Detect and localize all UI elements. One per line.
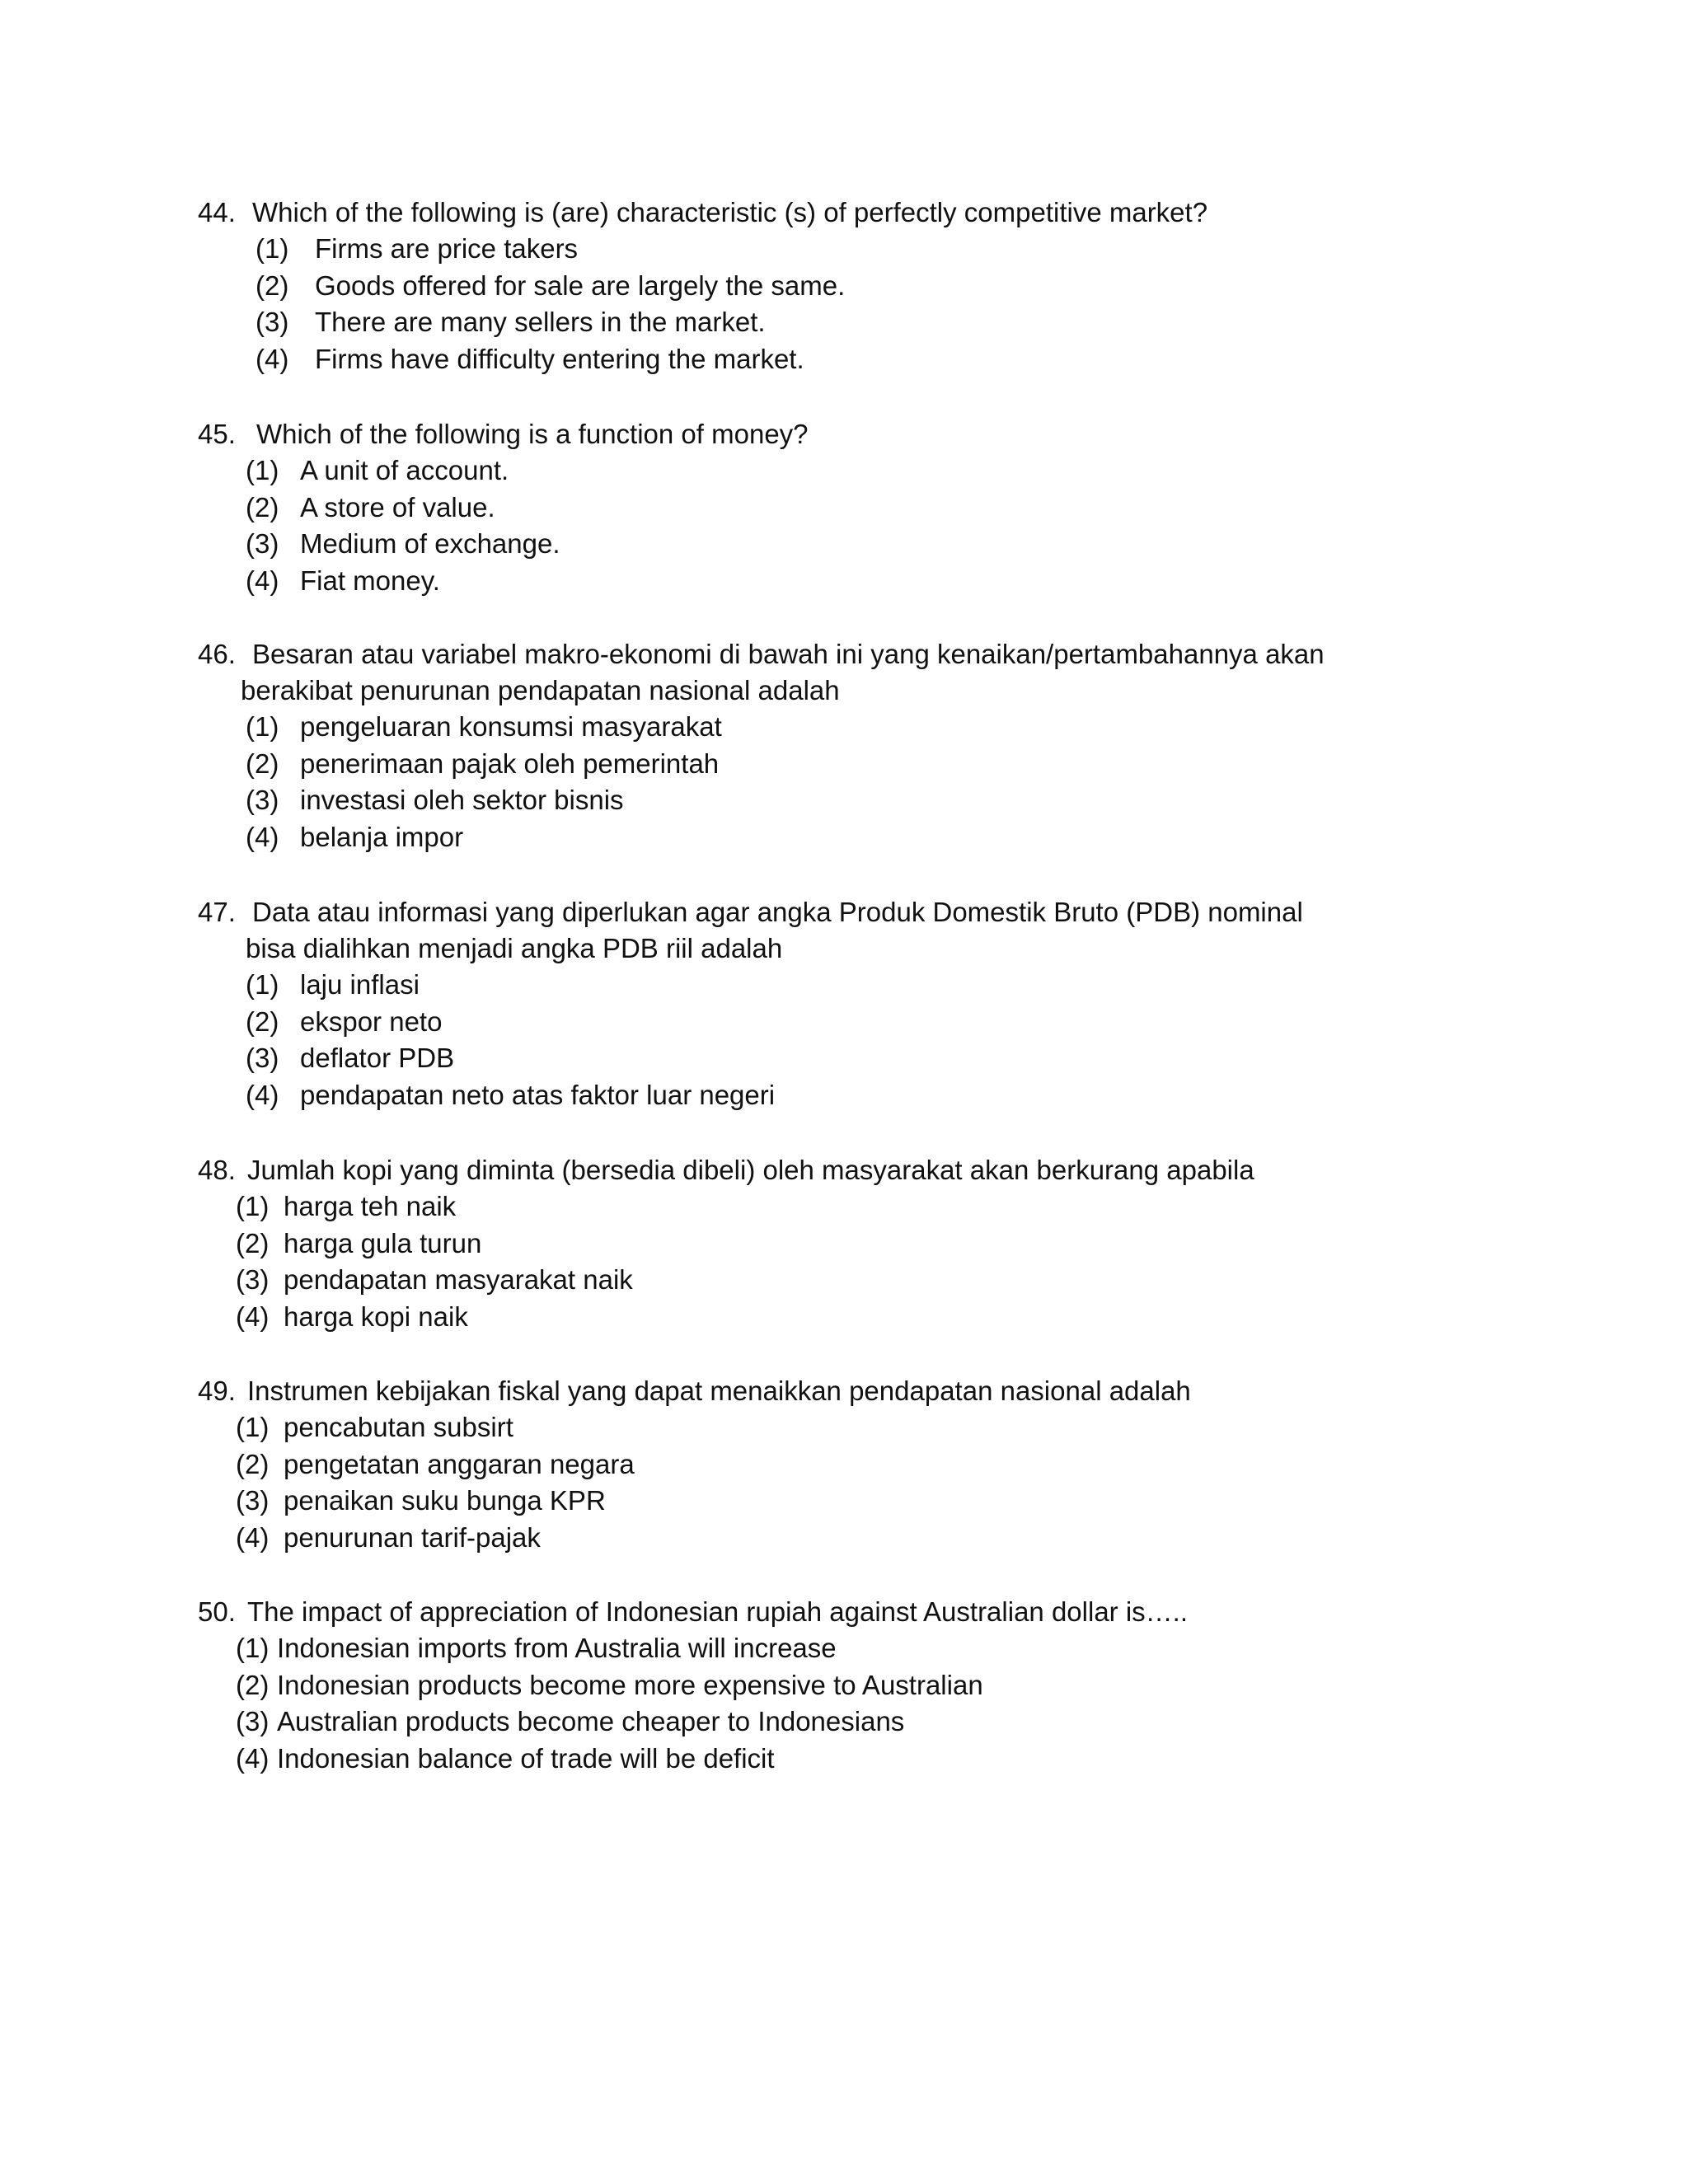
question-stem — [198, 1152, 1484, 1188]
option-4 — [198, 1299, 1484, 1336]
option-text: pengeluaran konsumsi masyarakat — [300, 711, 722, 742]
option-number: (1) — [256, 233, 289, 264]
option-text: Fiat money. — [300, 565, 440, 596]
option-number: (2) — [236, 1448, 270, 1479]
option-number: (3) — [256, 307, 289, 337]
option-4 — [198, 563, 1484, 600]
option-text: penaikan suku bunga KPR — [284, 1485, 606, 1516]
option-text: pendapatan masyarakat naik — [284, 1264, 633, 1295]
question-number: 47. — [198, 897, 236, 927]
option-1 — [198, 709, 1484, 746]
option-text: ekspor neto — [300, 1005, 443, 1037]
question-44 — [198, 194, 1484, 377]
question-text: The impact of appreciation of Indonesian rupiah against Australian dollar is….. — [247, 1596, 1188, 1627]
question-46 — [198, 636, 1484, 855]
question-number: 44. — [198, 197, 236, 227]
option-3 — [198, 526, 1484, 563]
option-number: (3) — [236, 1485, 270, 1516]
option-text: harga gula turun — [284, 1227, 482, 1258]
option-text: deflator PDB — [300, 1043, 455, 1073]
option-2 — [198, 1667, 1484, 1704]
option-text: laju inflasi — [300, 969, 420, 1000]
option-2 — [198, 268, 1484, 305]
option-number: (3) — [236, 1706, 270, 1736]
option-text: Indonesian imports from Australia will increase — [277, 1633, 837, 1663]
question-number: 48. — [198, 1155, 236, 1185]
question-47 — [198, 894, 1484, 1113]
option-3 — [198, 304, 1484, 341]
option-1 — [198, 967, 1484, 1004]
question-49 — [198, 1373, 1484, 1556]
option-2 — [198, 1004, 1484, 1041]
option-1 — [198, 1188, 1484, 1226]
option-1 — [198, 231, 1484, 268]
option-3 — [198, 1262, 1484, 1299]
option-text: pencabutan subsirt — [284, 1412, 513, 1442]
option-4 — [198, 1741, 1484, 1778]
option-4 — [198, 341, 1484, 378]
option-text: pengetatan anggaran negara — [284, 1448, 635, 1479]
option-text: investasi oleh sektor bisnis — [300, 785, 624, 815]
option-number: (4) — [246, 565, 279, 596]
option-number: (1) — [236, 1412, 270, 1442]
option-2 — [198, 1446, 1484, 1483]
option-text: A unit of account. — [300, 455, 509, 485]
option-1 — [198, 1409, 1484, 1446]
question-text-continuation: bisa dialihkan menjadi angka PDB riil adalah — [246, 933, 783, 963]
question-text: Jumlah kopi yang diminta (bersedia dibeli) oleh masyarakat akan berkurang apabila — [247, 1155, 1254, 1185]
question-stem — [198, 194, 1484, 231]
option-number: (2) — [246, 491, 279, 523]
option-text: harga teh naik — [284, 1191, 457, 1221]
question-text: Besaran atau variabel makro-ekonomi di bawah ini yang kenaikan/pertambahannya akan — [252, 639, 1325, 669]
question-stem — [198, 416, 1484, 452]
question-stem — [198, 636, 1484, 673]
question-stem — [198, 1373, 1484, 1409]
question-number: 46. — [198, 639, 236, 669]
option-3 — [198, 1483, 1484, 1520]
option-number: (4) — [246, 821, 279, 852]
option-number: (3) — [246, 785, 279, 815]
question-stem — [198, 1594, 1484, 1630]
option-4 — [198, 1520, 1484, 1557]
option-text: A store of value. — [300, 491, 495, 523]
option-text: harga kopi naik — [284, 1301, 468, 1332]
option-text: penerimaan pajak oleh pemerintah — [300, 748, 720, 779]
option-number: (2) — [246, 1005, 279, 1037]
question-number: 49. — [198, 1376, 236, 1406]
option-number: (4) — [236, 1742, 270, 1774]
option-text: Australian products become cheaper to Indonesians — [277, 1706, 905, 1736]
question-text: Which of the following is (are) characteristic (s) of perfectly competitive market? — [252, 197, 1208, 227]
option-2 — [198, 746, 1484, 783]
question-48 — [198, 1152, 1484, 1335]
option-number: (2) — [236, 1227, 270, 1258]
question-45 — [198, 416, 1484, 599]
question-text: Instrumen kebijakan fiskal yang dapat menaikkan pendapatan nasional adalah — [247, 1376, 1191, 1406]
option-number: (4) — [236, 1301, 270, 1332]
option-number: (4) — [236, 1521, 270, 1553]
question-text: Data atau informasi yang diperlukan agar angka Produk Domestik Bruto (PDB) nominal — [252, 897, 1303, 927]
option-number: (4) — [256, 343, 289, 374]
question-50 — [198, 1594, 1484, 1777]
option-number: (2) — [236, 1669, 270, 1700]
option-text: Medium of exchange. — [300, 528, 560, 559]
option-number: (2) — [246, 748, 279, 779]
option-text: Indonesian balance of trade will be deficit — [277, 1742, 775, 1774]
option-number: (1) — [236, 1191, 270, 1221]
question-text: Which of the following is a function of money? — [256, 419, 809, 449]
option-4 — [198, 1077, 1484, 1114]
option-text: Goods offered for sale are largely the same. — [315, 269, 846, 301]
option-number: (1) — [246, 969, 279, 1000]
option-text: pendapatan neto atas faktor luar negeri — [300, 1079, 776, 1110]
option-text: Firms are price takers — [315, 233, 579, 264]
option-3 — [198, 1704, 1484, 1741]
option-text: Firms have difficulty entering the market. — [315, 343, 804, 374]
option-number: (3) — [246, 1043, 279, 1073]
question-number: 50. — [198, 1596, 236, 1627]
option-number: (3) — [236, 1264, 270, 1295]
option-text: Indonesian products become more expensive to Australian — [277, 1669, 983, 1700]
option-1 — [198, 452, 1484, 490]
question-number: 45. — [198, 419, 236, 449]
option-number: (3) — [246, 528, 279, 559]
option-2 — [198, 490, 1484, 527]
option-3 — [198, 782, 1484, 819]
option-number: (1) — [246, 711, 279, 742]
option-number: (1) — [236, 1633, 270, 1663]
option-text: There are many sellers in the market. — [315, 307, 766, 337]
question-text-continuation: berakibat penurunan pendapatan nasional adalah — [241, 675, 840, 705]
option-3 — [198, 1040, 1484, 1077]
option-number: (4) — [246, 1079, 279, 1110]
option-2 — [198, 1226, 1484, 1263]
option-number: (2) — [256, 269, 289, 301]
question-stem — [198, 894, 1484, 930]
option-number: (1) — [246, 455, 279, 485]
option-1 — [198, 1630, 1484, 1667]
option-text: belanja impor — [300, 821, 464, 852]
option-text: penurunan tarif-pajak — [284, 1521, 541, 1553]
option-4 — [198, 819, 1484, 856]
